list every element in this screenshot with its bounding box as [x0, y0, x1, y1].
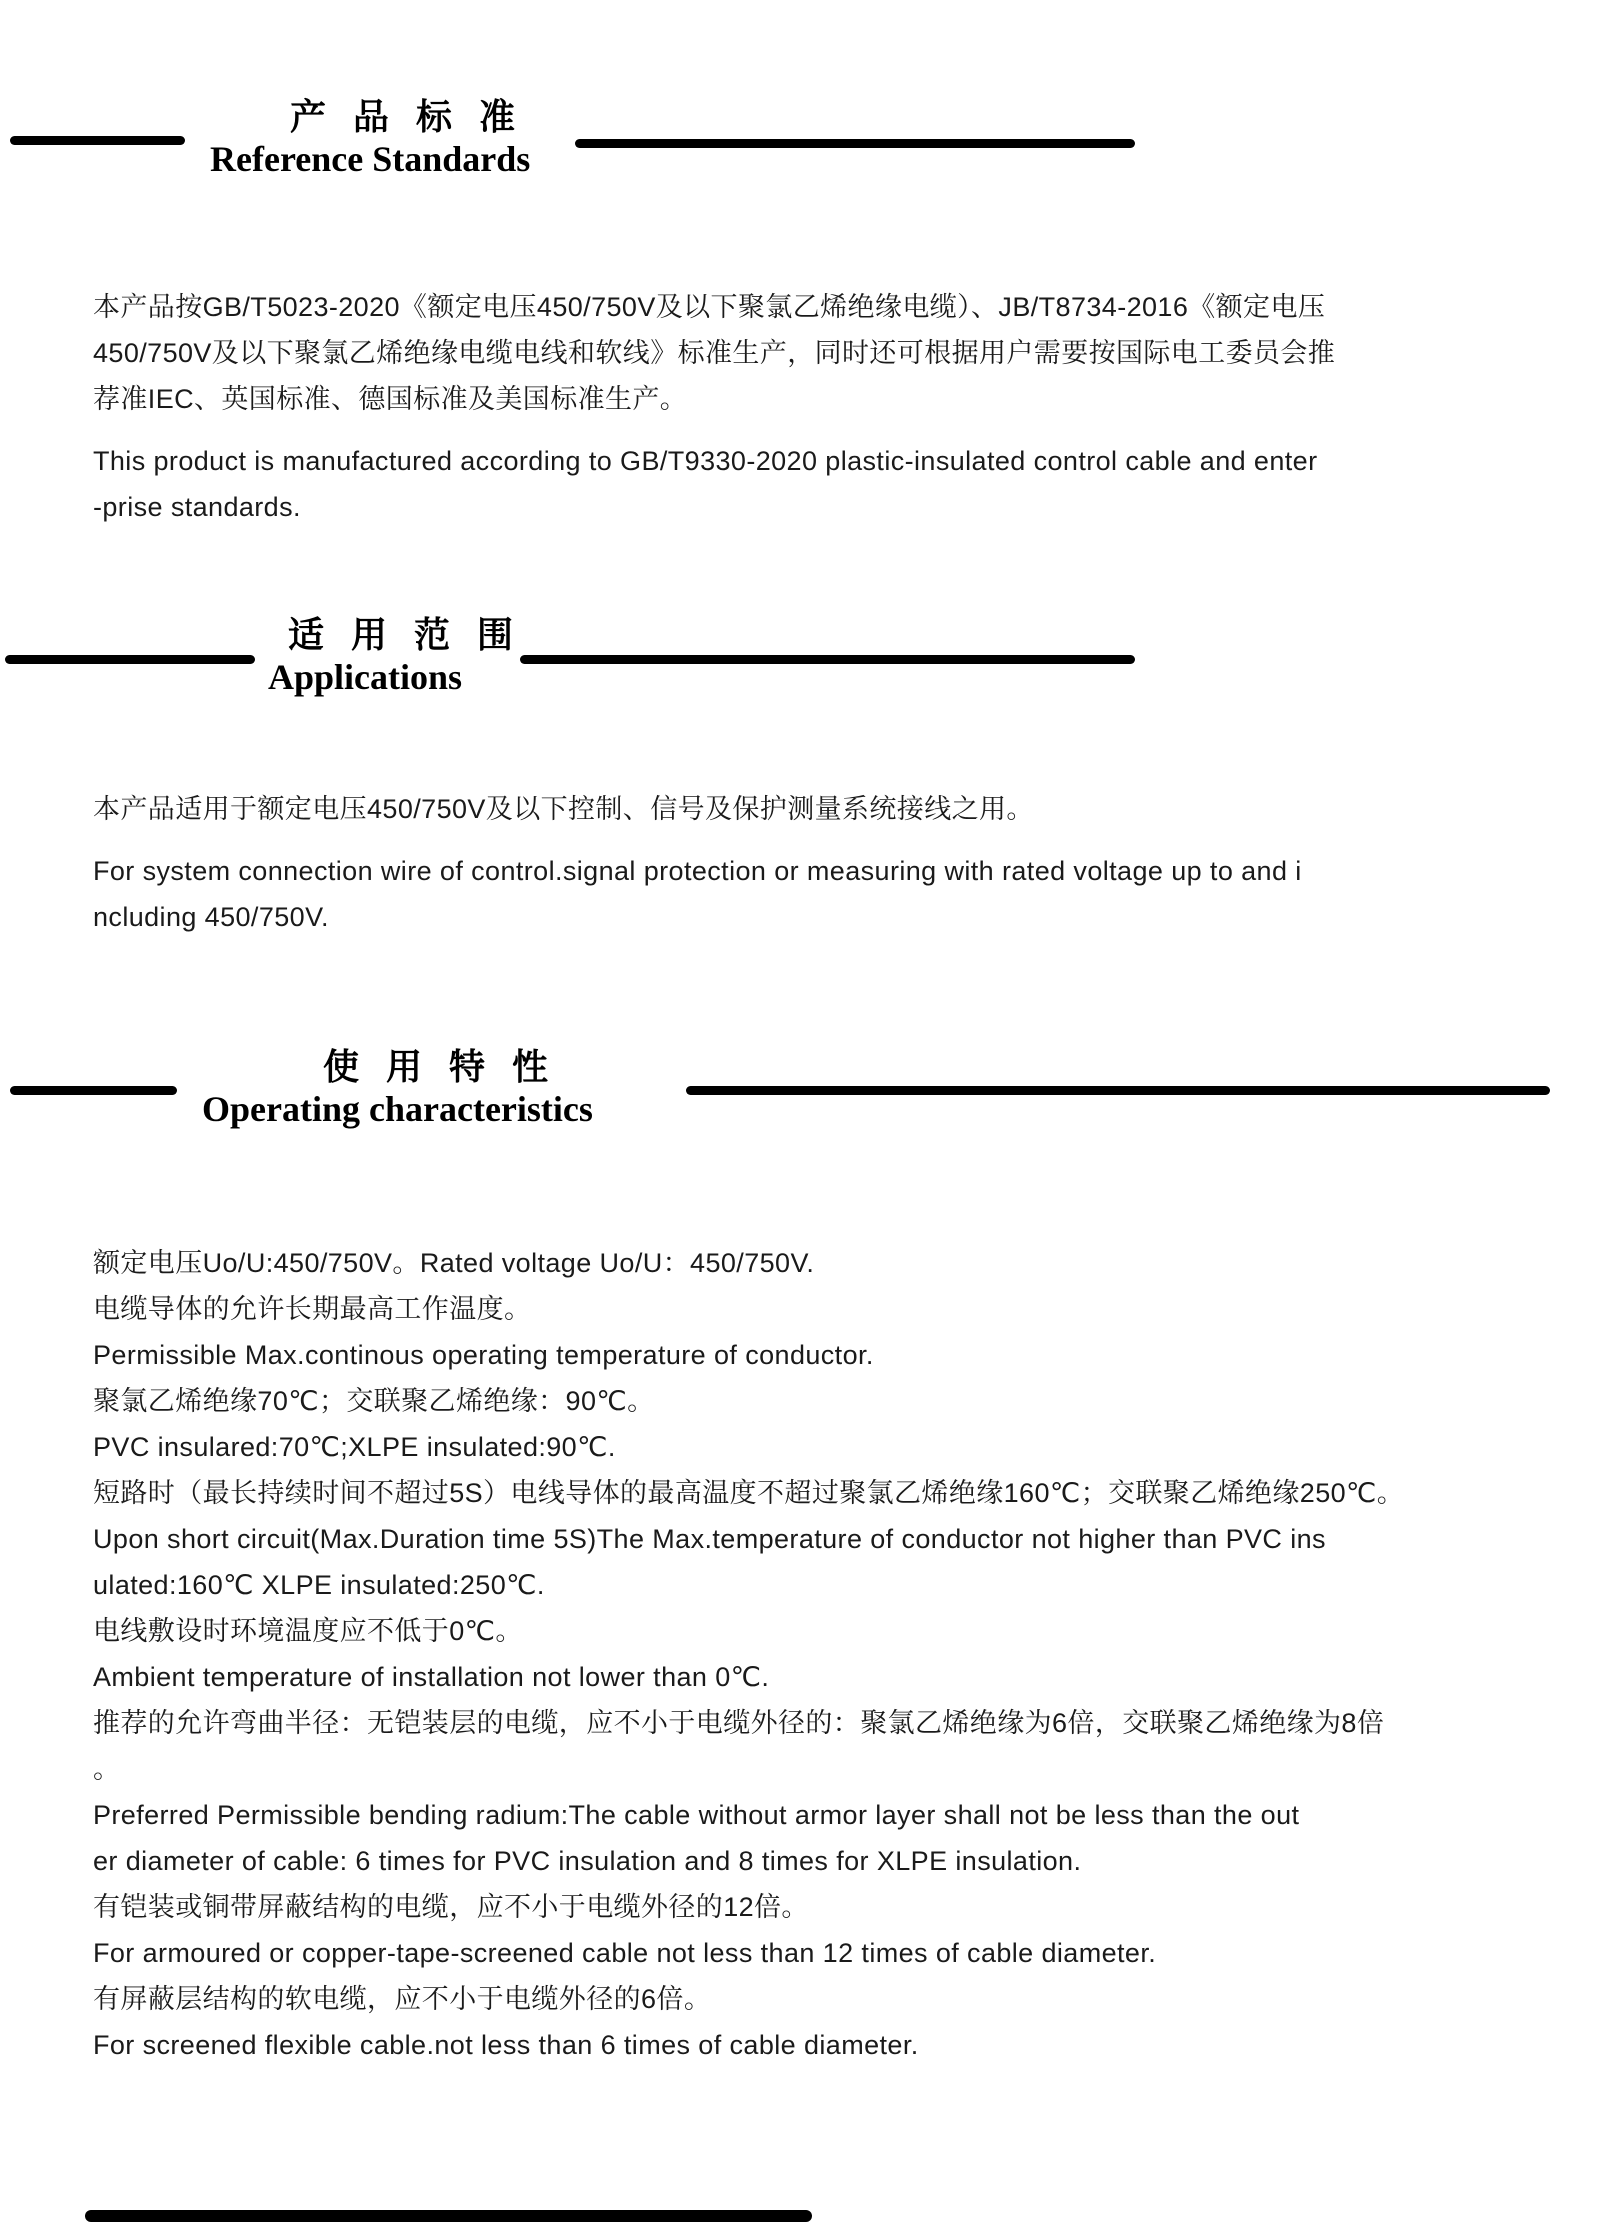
text-line: 荐准IEC、英国标准、德国标准及美国标准生产。 — [93, 384, 688, 414]
section2-divider-right — [520, 655, 1135, 664]
text-line: Upon short circuit(Max.Duration time 5S)The Max.temperature of conductor not higher than PVC ins — [93, 1524, 1326, 1554]
footer-bar — [85, 2210, 812, 2222]
section1-body — [93, 284, 1335, 530]
text-line: 推荐的允许弯曲半径：无铠装层的电缆，应不小于电缆外径的：聚氯乙烯绝缘为6倍，交联聚乙烯绝缘为8倍 — [93, 1708, 1385, 1738]
text-line: Ambient temperature of installation not lower than 0℃. — [93, 1662, 770, 1692]
paragraph-zh — [93, 284, 1335, 422]
paragraph-zh — [93, 786, 1302, 832]
section3-title-zh: 使 用 特 性 — [323, 1047, 558, 1087]
section3-divider-left — [10, 1086, 177, 1095]
paragraph-en — [93, 848, 1302, 940]
text-line: 聚氯乙烯绝缘70℃；交联聚乙烯绝缘：90℃。 — [93, 1386, 655, 1416]
text-line: For screened flexible cable.not less than 6 times of cable diameter. — [93, 2030, 919, 2060]
text-line: 450/750V及以下聚氯乙烯绝缘电缆电线和软线》标准生产，同时还可根据用户需要按国际电工委员会推 — [93, 338, 1336, 368]
text-line: 额定电压Uo/U:450/750V。Rated voltage Uo/U：450/750V. — [93, 1248, 815, 1278]
text-line: For system connection wire of control.signal protection or measuring with rated voltage up to and i — [93, 856, 1302, 886]
section2-body — [93, 786, 1302, 940]
text-line: 有屏蔽层结构的软电缆，应不小于电缆外径的6倍。 — [93, 1984, 712, 2014]
section3-divider-right — [686, 1086, 1550, 1095]
section2-title-zh: 适 用 范 围 — [288, 615, 523, 655]
section1-divider-right — [575, 139, 1135, 148]
text-line: 有铠装或铜带屏蔽结构的电缆，应不小于电缆外径的12倍。 — [93, 1892, 809, 1922]
section2-title-en: Applications — [268, 657, 463, 697]
text-line: 电缆导体的允许长期最高工作温度。 — [93, 1294, 532, 1324]
text-line: Preferred Permissible bending radium:The cable without armor layer shall not be less than the out — [93, 1800, 1300, 1830]
text-line: PVC insulared:70℃;XLPE insulated:90℃. — [93, 1432, 616, 1462]
section1-title-en: Reference Standards — [210, 139, 531, 179]
text-line: -prise standards. — [93, 492, 301, 522]
text-line: For armoured or copper-tape-screened cable not less than 12 times of cable diameter. — [93, 1938, 1157, 1968]
paragraph-en — [93, 438, 1335, 530]
text-line: ulated:160℃ XLPE insulated:250℃. — [93, 1570, 545, 1600]
text-line: Permissible Max.continous operating temperature of conductor. — [93, 1340, 874, 1370]
paragraph-mixed — [93, 1240, 1404, 2068]
text-line: 本产品适用于额定电压450/750V及以下控制、信号及保护测量系统接线之用。 — [93, 794, 1034, 824]
text-line: 电线敷设时环境温度应不低于0℃。 — [93, 1616, 523, 1646]
text-line: er diameter of cable: 6 times for PVC insulation and 8 times for XLPE insulation. — [93, 1846, 1082, 1876]
text-line: 短路时（最长持续时间不超过5S）电线导体的最高温度不超过聚氯乙烯绝缘160℃；交联聚乙烯绝缘250℃。 — [93, 1478, 1405, 1508]
section3-title-en: Operating characteristics — [202, 1089, 593, 1129]
section1-divider-left — [10, 136, 185, 145]
text-line: 。 — [93, 1754, 121, 1784]
text-line: 本产品按GB/T5023-2020《额定电压450/750V及以下聚氯乙烯绝缘电缆）、JB/T8734-2016《额定电压 — [93, 292, 1326, 322]
text-line: ncluding 450/750V. — [93, 902, 329, 932]
section2-divider-left — [5, 655, 255, 664]
text-line: This product is manufactured according to GB/T9330-2020 plastic-insulated control cable and enter — [93, 446, 1318, 476]
section3-body — [93, 1240, 1404, 2068]
section1-title-zh: 产 品 标 准 — [290, 97, 525, 137]
